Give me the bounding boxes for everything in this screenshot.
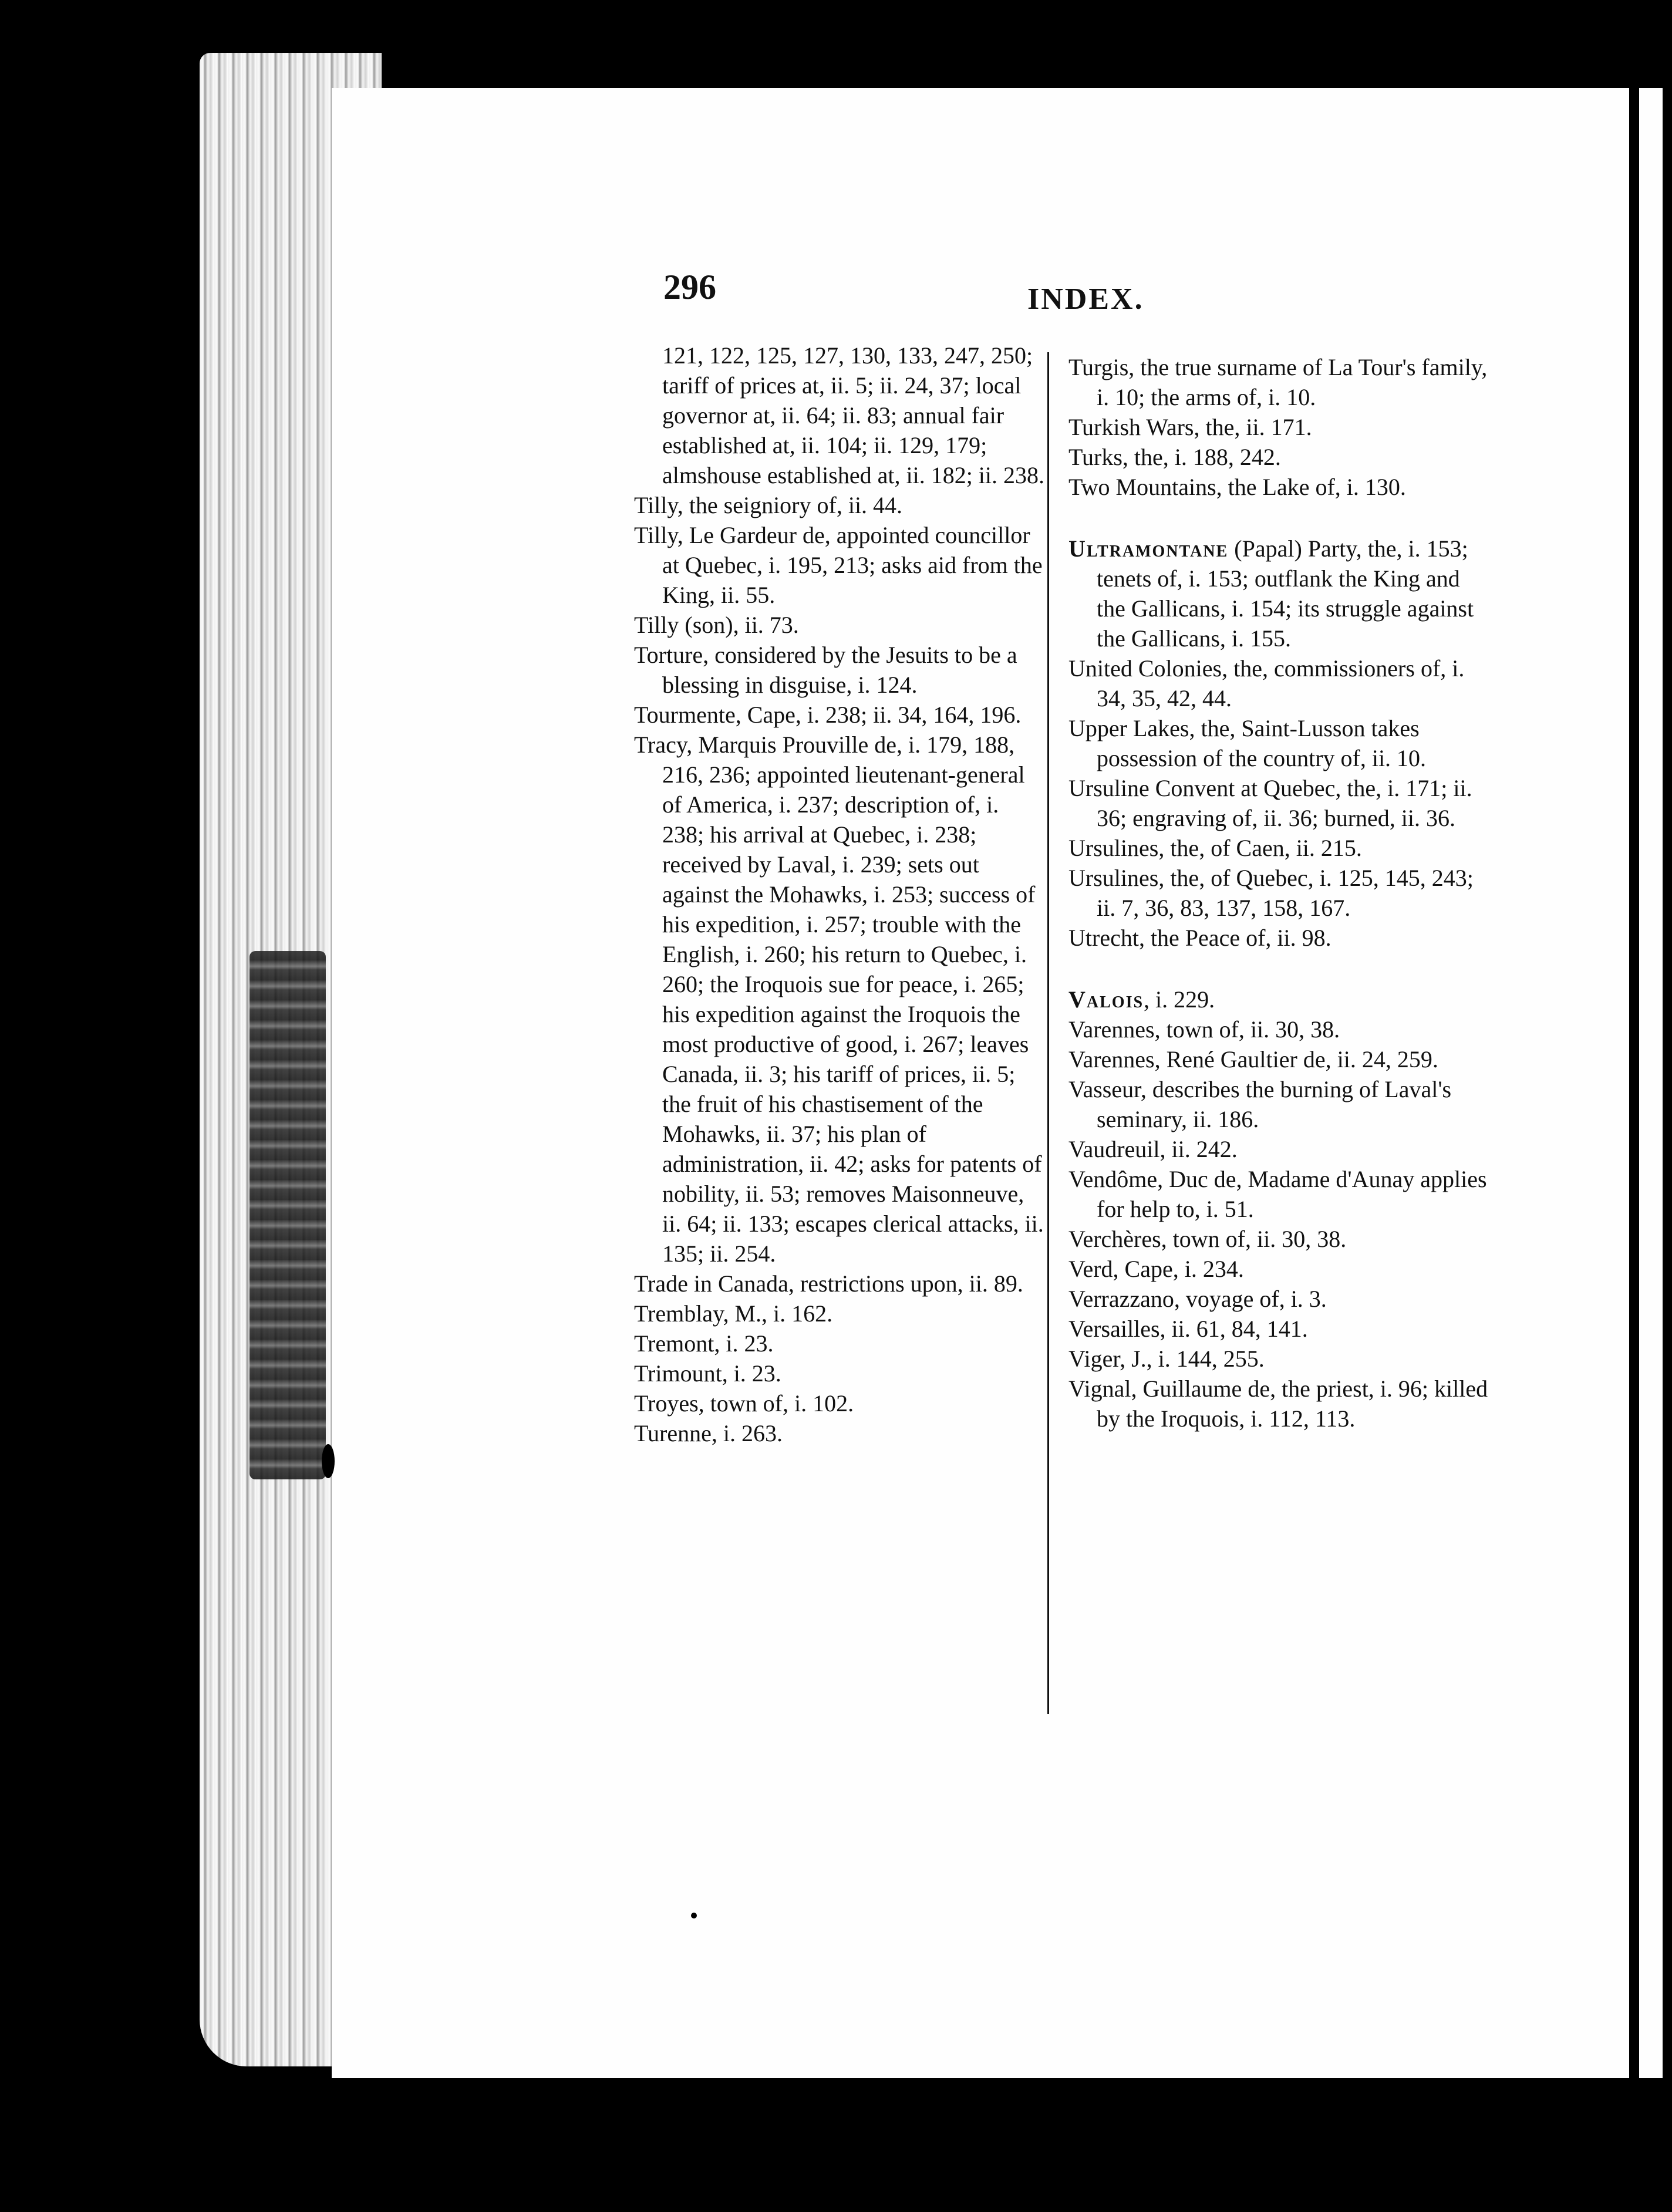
left-column [634,340,1045,1448]
index-entry: Vaudreuil, ii. 242. [1068,1136,1238,1162]
section-gap [1068,502,1491,534]
index-entry: Vasseur, describes the burning of Laval's seminary, ii. 186. [1068,1076,1452,1132]
index-entry: Verrazzano, voyage of, i. 3. [1068,1286,1327,1312]
index-entry: Versailles, ii. 61, 84, 141. [1068,1316,1308,1342]
right-column [1068,352,1491,1434]
index-entry: Tilly, Le Gardeur de, appointed councillor at Quebec, i. 195, 213; asks aid from the King, ii. 55. [634,522,1043,608]
index-entry: Turenne, i. 263. [634,1420,783,1446]
index-entry-section-lead [1068,534,1491,653]
index-entry: Vignal, Guillaume de, the priest, i. 96; killed by the Iroquois, i. 112, 113. [1068,1375,1488,1432]
index-entry: Verd, Cape, i. 234. [1068,1256,1244,1282]
index-entry: Two Mountains, the Lake of, i. 130. [1068,474,1406,500]
index-entry: Turkish Wars, the, ii. 171. [1068,414,1312,440]
running-head: INDEX. [1027,282,1144,316]
library-stamp [250,951,326,1479]
column-divider [1047,352,1049,1714]
ink-speck [691,1913,697,1918]
continued-entry: 121, 122, 125, 127, 130, 133, 247, 250; tariff of prices at, ii. 5; ii. 24, 37; local governor at, ii. 64; ii. 83; annual fair established at, ii. 104; ii. 129, 179; almshouse established at, ii. 182; ii. 238. [662,342,1045,488]
index-entry: Tourmente, Cape, i. 238; ii. 34, 164, 196. [634,702,1022,728]
index-entry: Turgis, the true surname of La Tour's family, i. 10; the arms of, i. 10. [1068,354,1488,410]
section-lead-text: , i. 229. [1144,986,1215,1013]
index-entry: Tracy, Marquis Prouville de, i. 179, 188, 216, 236; appointed lieutenant-general of America, i. 237; description of, i. 238; his arrival at Quebec, i. 238; received by Laval, i. 239; sets out against the Mohawks, i. 253; success of his expedition, i. 257; trouble with the English, i. 260; his return to Quebec, i. 260; the Iroquois sue for peace, i. 265; his expedition against the Iroquois the most productive of good, i. 267; leaves Canada, ii. 3; his tariff of prices, ii. 5; the fruit of his chastisement of the Mohawks, ii. 37; his plan of administration, ii. 42; asks for patents of nobility, ii. 53; removes Maisonneuve, ii. 64; ii. 133; escapes clerical attacks, ii. 135; ii. 254. [634,731,1044,1267]
index-entry: Trade in Canada, restrictions upon, ii. 89. [634,1270,1023,1297]
index-entry: Ursuline Convent at Quebec, the, i. 171; ii. 36; engraving of, ii. 36; burned, ii. 36. [1068,775,1472,831]
index-entry: Varennes, town of, ii. 30, 38. [1068,1016,1340,1043]
scan-right-edge [1632,88,1663,2078]
index-entry: Tilly (son), ii. 73. [634,612,799,638]
index-entry: Varennes, René Gaultier de, ii. 24, 259. [1068,1046,1438,1073]
index-entry: Verchères, town of, ii. 30, 38. [1068,1226,1347,1252]
binding-hole [322,1444,335,1478]
index-entry: Upper Lakes, the, Saint-Lusson takes possession of the country of, ii. 10. [1068,715,1427,771]
index-entry: Ursulines, the, of Quebec, i. 125, 145, 243; ii. 7, 36, 83, 137, 158, 167. [1068,865,1474,921]
index-entry: Viger, J., i. 144, 255. [1068,1346,1265,1372]
index-entry: Ursulines, the, of Caen, ii. 215. [1068,835,1362,861]
index-entry: Vendôme, Duc de, Madame d'Aunay applies for help to, i. 51. [1068,1166,1487,1222]
index-entry: Troyes, town of, i. 102. [634,1390,854,1417]
index-entry: Torture, considered by the Jesuits to be a blessing in disguise, i. 124. [634,642,1017,698]
index-entry: Tremblay, M., i. 162. [634,1300,833,1327]
index-entry: Turks, the, i. 188, 242. [1068,444,1281,470]
index-entry-section-lead [1068,984,1491,1014]
section-gap [1068,953,1491,984]
section-lead-text: (Papal) Party, the, i. 153; tenets of, i. 153; outflank the King and the Gallicans, i. 154; its struggle against the Gallicans, i. 155. [1097,535,1474,652]
section-head-word: Valois [1068,986,1144,1013]
index-entry: Tilly, the seigniory of, ii. 44. [634,492,903,518]
index-entry: United Colonies, the, commissioners of, i. 34, 35, 42, 44. [1068,655,1465,712]
index-entry: Tremont, i. 23. [634,1330,774,1357]
index-entry: Utrecht, the Peace of, ii. 98. [1068,925,1331,951]
index-entry: Trimount, i. 23. [634,1360,781,1387]
section-head-word: Ultramontane [1068,535,1229,562]
page-number: 296 [663,268,716,306]
